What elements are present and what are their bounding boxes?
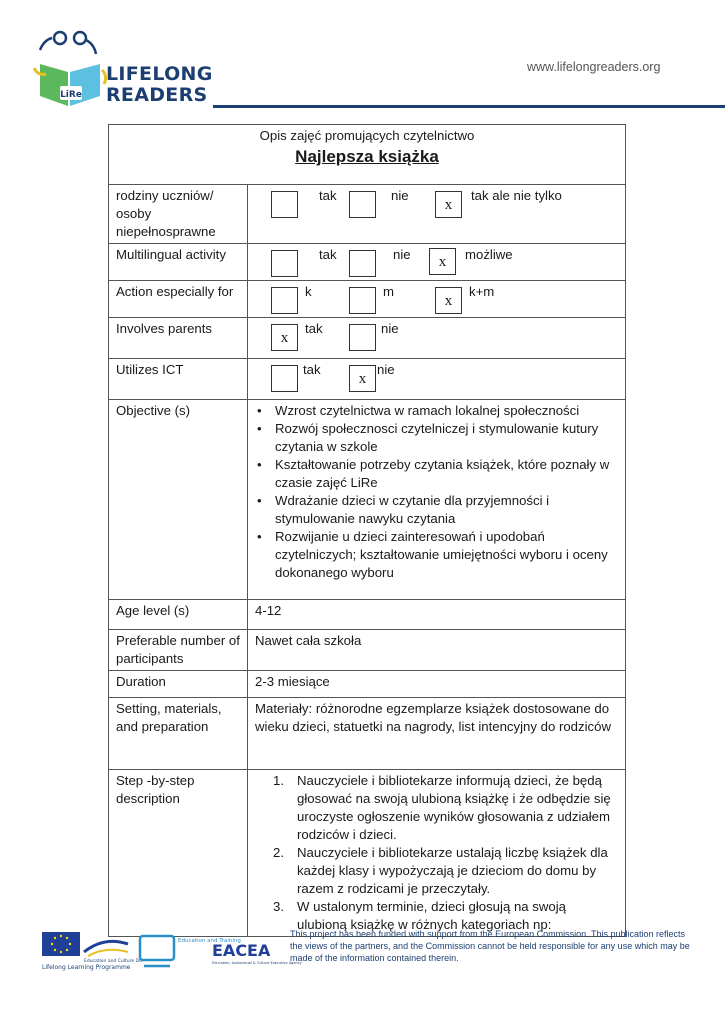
monitor-icon xyxy=(140,936,174,960)
option-label: k+m xyxy=(469,284,495,299)
logo-line-2: READERS xyxy=(106,84,208,106)
row-options xyxy=(248,281,626,318)
option-label: nie xyxy=(377,362,395,377)
checkbox-k-m[interactable]: x xyxy=(435,287,462,314)
option-label: nie xyxy=(393,247,411,262)
row-options xyxy=(248,185,626,244)
logo-wordmark xyxy=(106,64,213,106)
row-age xyxy=(109,600,626,630)
row-objective xyxy=(109,400,626,600)
row-action-for xyxy=(109,281,626,318)
list-item: • Rozwijanie u dzieci zainteresowań i upodobań czytelniczych; kształtowanie umiejętności wyboru i oceny dokonanego wyboru xyxy=(255,528,619,582)
row-label: Involves parents xyxy=(109,318,248,359)
step-text: Nauczyciele i bibliotekarze ustalają liczbę książek dla każdej klasy i wypożyczają je dzieciom do domu by razem z rodzicami je przeczytały. xyxy=(297,845,608,896)
logo-line-1: LIFELONG xyxy=(106,63,213,85)
row-setting xyxy=(109,698,626,770)
checkbox-tak-ale-nie-tylko[interactable]: x xyxy=(435,191,462,218)
row-label: Action especially for xyxy=(109,281,248,318)
eacea-sublabel: Education, Audiovisual & Culture Executive Agency xyxy=(212,961,302,965)
logo-badge-text: LiRe xyxy=(60,90,82,100)
row-label: Duration xyxy=(109,671,248,698)
row-label: Objective (s) xyxy=(109,400,248,600)
document-subtitle: Opis zajęć promujących czytelnictwo xyxy=(259,128,475,143)
list-item xyxy=(273,844,619,898)
option-label: tak xyxy=(305,321,323,336)
row-label: Utilizes ICT xyxy=(109,359,248,400)
title-row xyxy=(109,125,626,185)
option-label: możliwe xyxy=(465,247,513,262)
row-label: Preferable number of participants xyxy=(109,630,248,671)
checkbox-nie[interactable] xyxy=(349,324,376,351)
row-label: Multilingual activity xyxy=(109,244,248,281)
option-label: nie xyxy=(391,188,409,203)
row-steps xyxy=(109,770,626,937)
list-item: • Rozwój społecznosci czytelniczej i stymulowanie kutury czytania w szkole xyxy=(255,420,619,456)
list-item: • Wdrażanie dzieci w czytanie dla przyjemności i stymulowanie nawyku czytania xyxy=(255,492,619,528)
row-options xyxy=(248,318,626,359)
row-participants xyxy=(109,630,626,671)
checkbox-mozliwe[interactable]: x xyxy=(429,248,456,275)
row-duration xyxy=(109,671,626,698)
row-value: Materiały: różnorodne egzemplarze książek dostosowane do wieku dzieci, statuetki na nagrody, list intencyjny do rodziców xyxy=(248,698,626,770)
checkbox-nie[interactable] xyxy=(349,250,376,277)
checkbox-nie[interactable] xyxy=(349,191,376,218)
option-label: m xyxy=(383,284,394,299)
step-number: 1. xyxy=(273,773,284,788)
document-title: Najlepsza książka xyxy=(295,147,439,166)
eacea-label: EACEA xyxy=(212,941,271,960)
eu-programme-logos xyxy=(40,930,302,976)
site-url[interactable]: www.lifelongreaders.org xyxy=(527,60,661,74)
list-item xyxy=(273,772,619,844)
step-number: 3. xyxy=(273,899,284,914)
option-label: tak ale nie tylko xyxy=(471,188,562,203)
steps-list xyxy=(255,772,619,934)
option-label: tak xyxy=(319,188,337,203)
step-text: W ustalonym terminie, dzieci głosują na swoją ulubioną książkę w różnych kategoriach np: xyxy=(297,899,566,932)
row-label: Setting, materials, and preparation xyxy=(109,698,248,770)
row-parents xyxy=(109,318,626,359)
row-options xyxy=(248,359,626,400)
row-content xyxy=(248,770,626,937)
row-ict xyxy=(109,359,626,400)
et-label: Education and Training xyxy=(178,938,241,944)
dg-label: Education and Culture DG xyxy=(84,959,143,964)
option-label: tak xyxy=(319,247,337,262)
footer-logos xyxy=(40,930,302,976)
row-label: rodziny uczniów/ osoby niepełnosprawne xyxy=(109,185,248,244)
list-item: • Wzrost czytelnictwa w ramach lokalnej społeczności xyxy=(255,402,619,420)
activity-description-table xyxy=(108,124,626,937)
row-value: 2-3 miesiące xyxy=(248,671,626,698)
llp-label: Lifelong Learning Programme xyxy=(42,964,131,971)
row-value: Nawet cała szkoła xyxy=(248,630,626,671)
list-item: • Kształtowanie potrzeby czytania książek, które poznały w czasie zajęć LiRe xyxy=(255,456,619,492)
option-label: k xyxy=(305,284,312,299)
header-divider xyxy=(213,105,725,108)
checkbox-tak[interactable] xyxy=(271,250,298,277)
title-cell xyxy=(109,125,626,185)
row-options xyxy=(248,244,626,281)
row-label: Step -by-step description xyxy=(109,770,248,937)
step-number: 2. xyxy=(273,845,284,860)
checkbox-m[interactable] xyxy=(349,287,376,314)
checkbox-k[interactable] xyxy=(271,287,298,314)
checkbox-tak[interactable] xyxy=(271,191,298,218)
option-label: nie xyxy=(381,321,399,336)
step-text: Nauczyciele i bibliotekarze informują dzieci, że będą głosować na swoją ulubioną książkę i że odbędzie się uroczyste ogłoszenie wyników głosowania z udziałem rodziców i dzieci. xyxy=(297,773,611,842)
row-content xyxy=(248,400,626,600)
row-multilingual xyxy=(109,244,626,281)
checkbox-tak[interactable]: x xyxy=(271,324,298,351)
option-label: tak xyxy=(303,362,321,377)
row-label: Age level (s) xyxy=(109,600,248,630)
checkbox-tak[interactable] xyxy=(271,365,298,392)
footer-disclaimer: This project has been funded with support from the European Commission. This publication reflects the views of the partners, and the Commission cannot be held responsible for any use which may be made of the information contained therein. xyxy=(290,929,690,963)
checkbox-nie[interactable]: x xyxy=(349,365,376,392)
row-value: 4-12 xyxy=(248,600,626,630)
book-reader-icon xyxy=(30,28,110,110)
objective-list xyxy=(255,402,619,582)
row-families xyxy=(109,185,626,244)
